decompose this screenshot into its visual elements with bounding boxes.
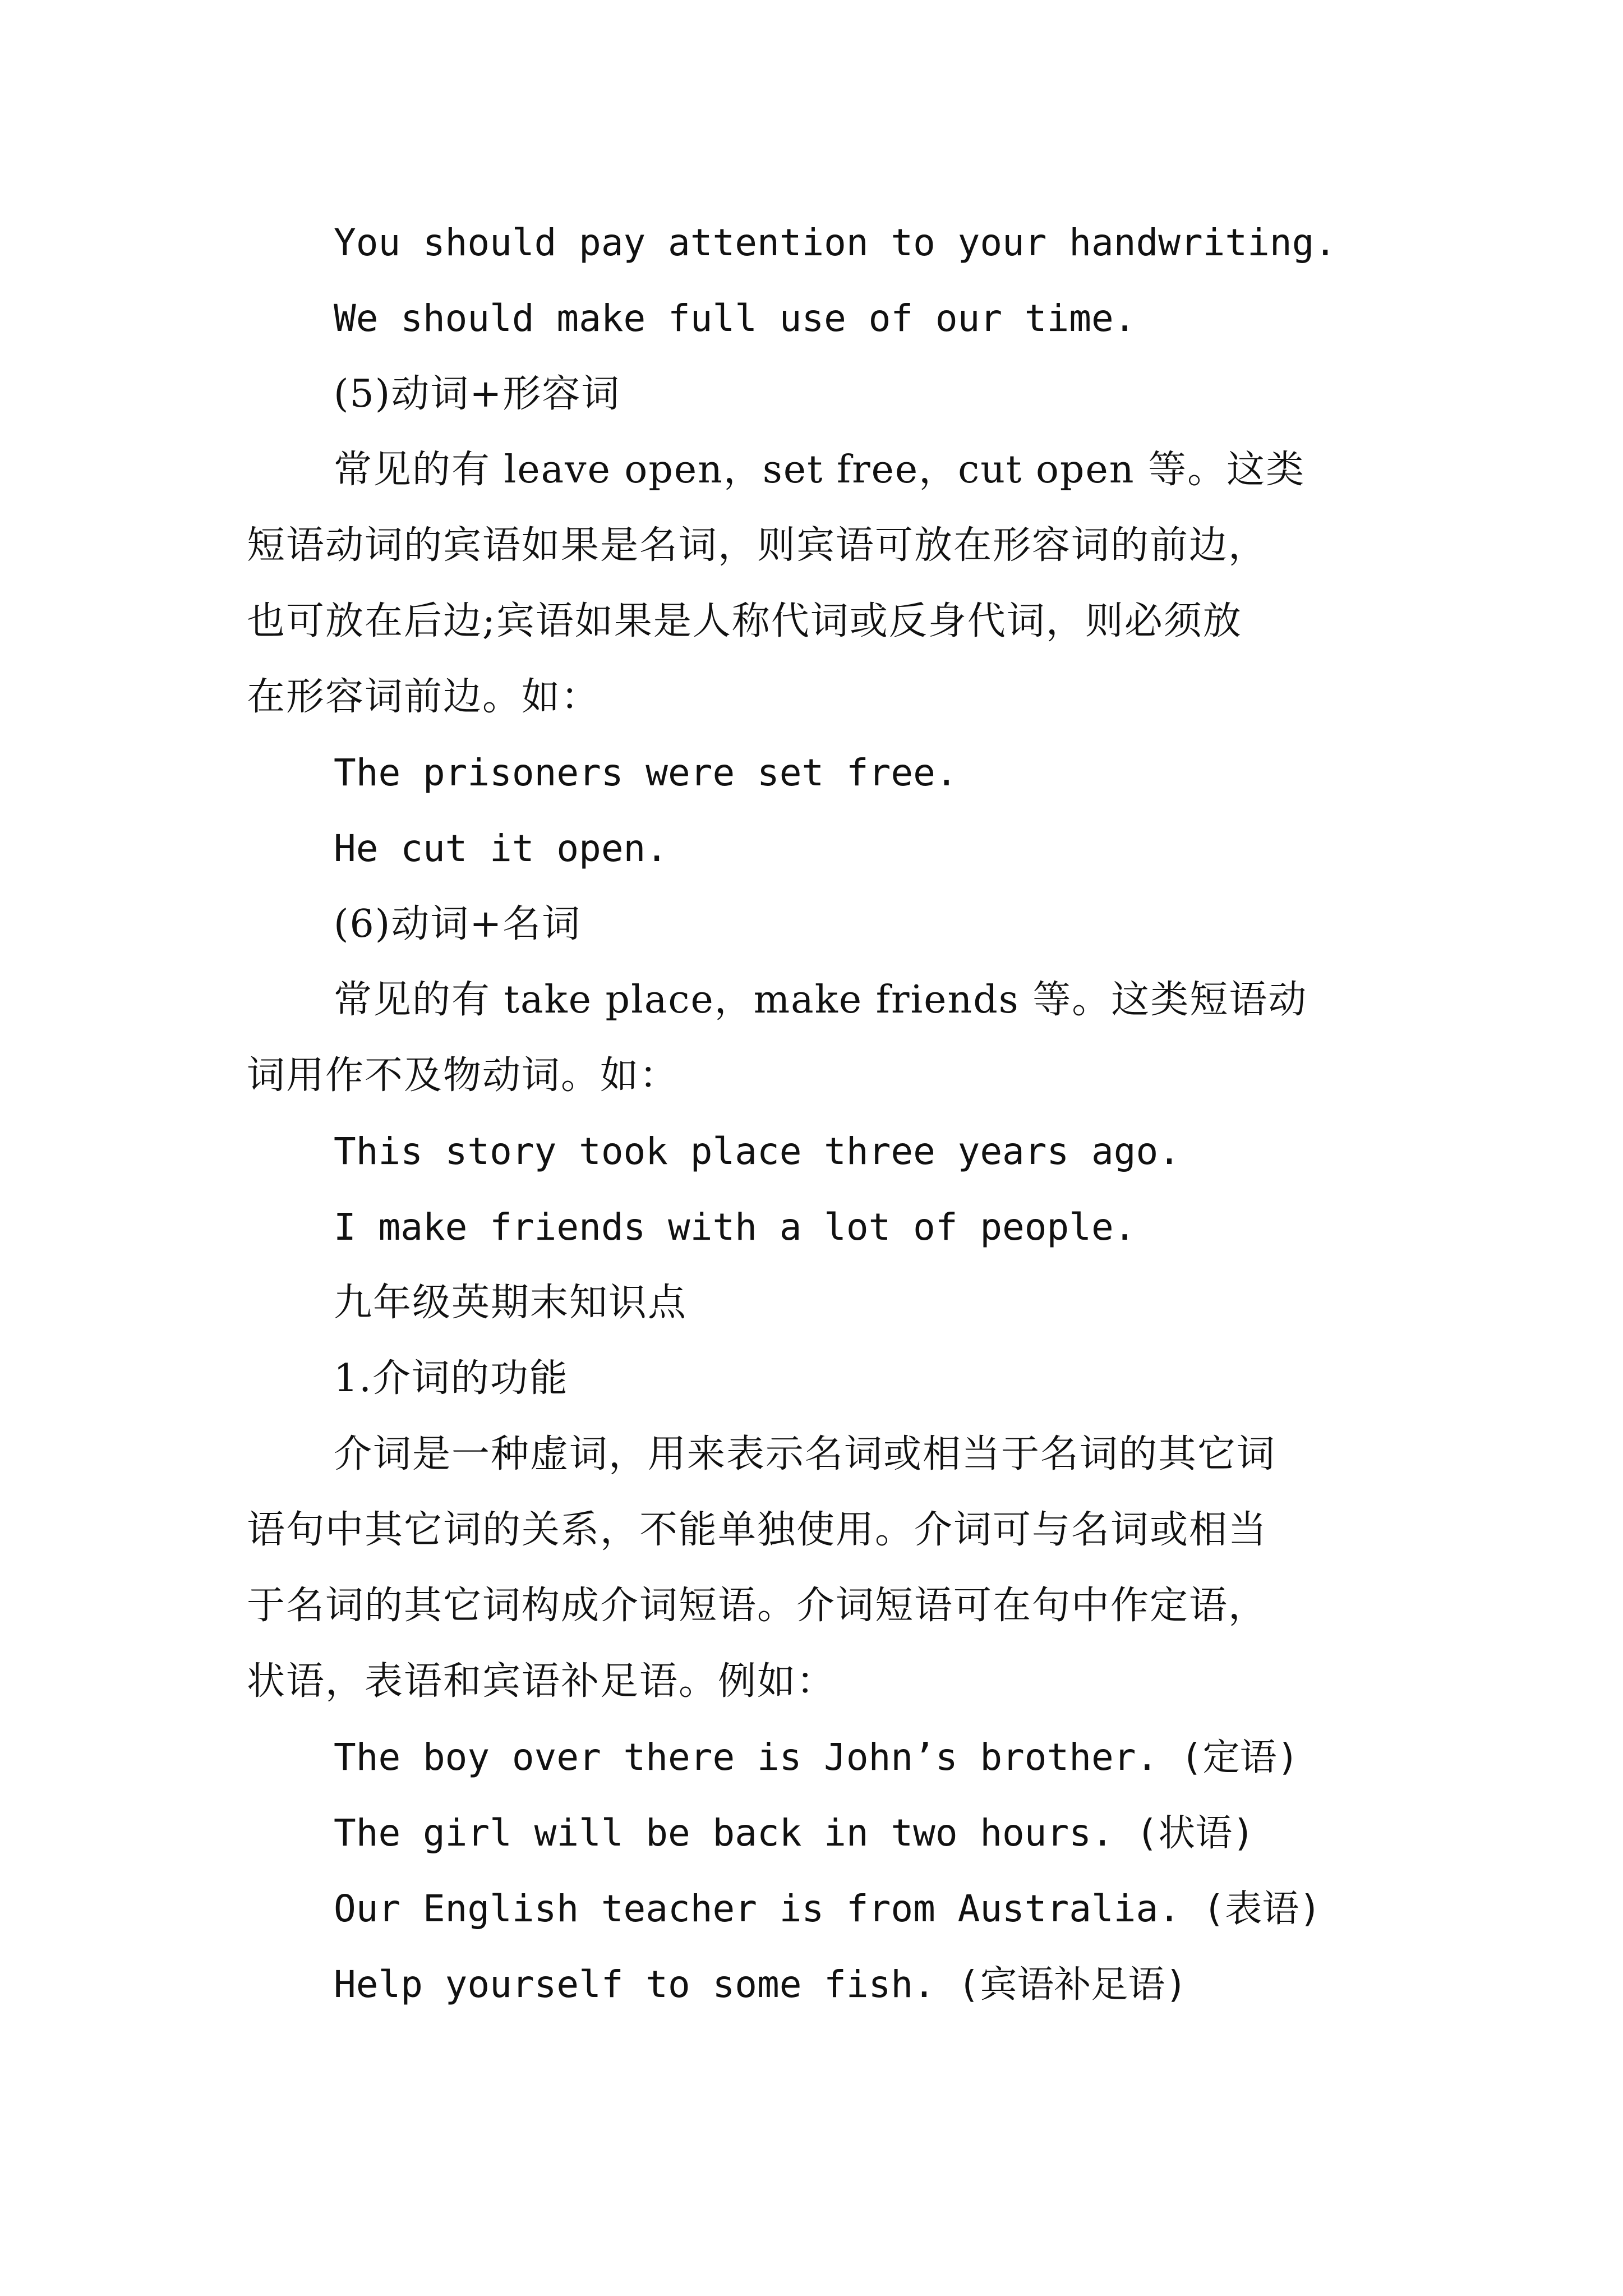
paragraph-line: 常见的有 take place，make friends 等。这类短语动 [334, 978, 1308, 1022]
paragraph-line: 语句中其它词的关系，不能单独使用。介词可与名词或相当 [247, 1508, 1268, 1552]
section-title-grade9: 九年级英期末知识点 [334, 1281, 688, 1325]
paragraph-line: 于名词的其它词构成介词短语。介词短语可在句中作定语， [247, 1584, 1268, 1628]
example-sentence-cut-open: He cut it open. [334, 827, 668, 870]
example-sentence-handwriting: You should pay attention to your handwriting. [334, 221, 1337, 264]
section-heading-verb-noun: (6)动词+名词 [334, 902, 582, 946]
example-sentence-prisoners: The prisoners were set free. [334, 751, 958, 794]
paragraph-line: 常见的有 leave open，set free，cut open 等。这类 [334, 448, 1306, 492]
example-sentence-predicative: Our English teacher is from Australia. (表语) [334, 1887, 1322, 1930]
example-sentence-adverbial: The girl will be back in two hours. (状语) [334, 1811, 1255, 1855]
example-sentence-story: This story took place three years ago. [334, 1130, 1181, 1173]
paragraph-line: 也可放在后边;宾语如果是人称代词或反身代词，则必须放 [247, 599, 1242, 643]
paragraph-line: 状语，表语和宾语补足语。例如： [247, 1659, 836, 1704]
paragraph-line: 在形容词前边。如： [247, 675, 601, 719]
example-sentence-time: We should make full use of our time. [334, 297, 1136, 340]
paragraph-line: 短语动词的宾语如果是名词，则宾语可放在形容词的前边， [247, 523, 1268, 568]
paragraph-line: 介词是一种虚词，用来表示名词或相当于名词的其它词 [334, 1432, 1276, 1476]
section-heading-preposition-function: 1.介词的功能 [334, 1356, 569, 1401]
example-sentence-complement: Help yourself to some fish. (宾语补足语) [334, 1963, 1188, 2006]
paragraph-line: 词用作不及物动词。如： [247, 1053, 679, 1098]
example-sentence-attributive: The boy over there is John’s brother. (定语) [334, 1736, 1299, 1779]
section-heading-verb-adjective: (5)动词+形容词 [334, 372, 621, 416]
example-sentence-friends: I make friends with a lot of people. [334, 1205, 1136, 1249]
